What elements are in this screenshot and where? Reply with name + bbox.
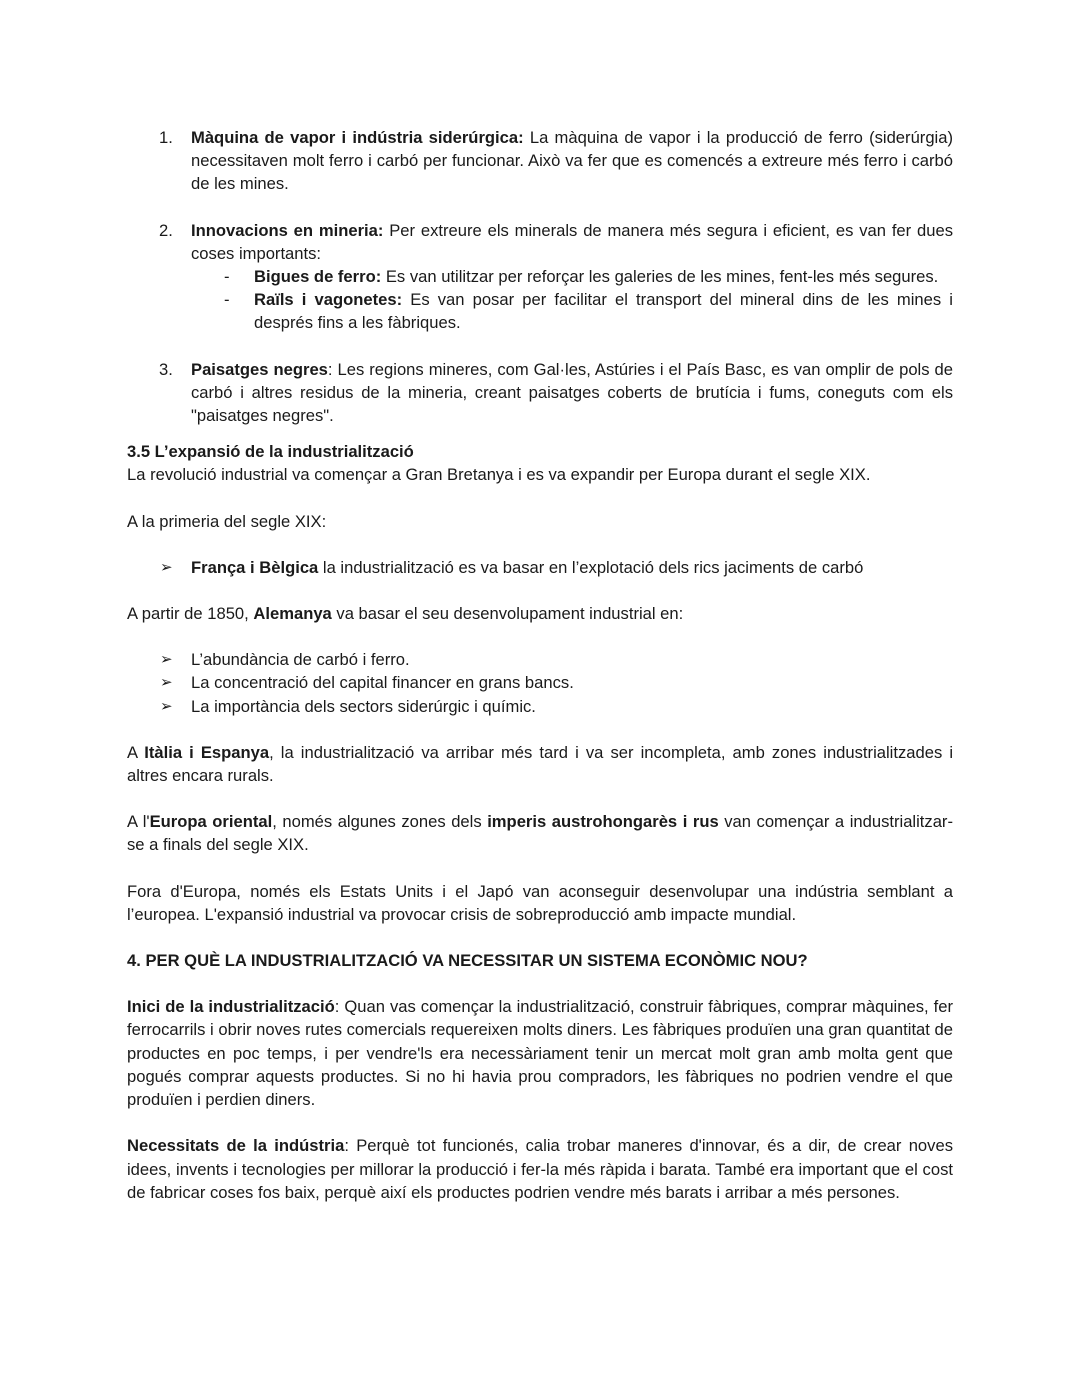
- item-title: Màquina de vapor i indústria siderúrgica:: [191, 128, 524, 147]
- text: va basar el seu desenvolupament industrial en:: [331, 604, 684, 624]
- paragraph-bold: Necessitats de la indústria: [127, 1136, 345, 1156]
- list-number: 2.: [159, 220, 173, 240]
- paragraph-text: : Quan vas començar la industrialització, construir fàbriques, comprar màquines, fer ferrocarrils i obrir noves rutes comercials requereixen molts diners. Les fàbriques produïen una gran quantitat de productes en poc temps, i per vendre'ls era necessàriament tenir un mercat molt gran amb molta gent que pogués comprar aquests productes. Si no hi havia prou compradors, les fàbriques no podrien vendre el que produïen i perdien diners.: [127, 997, 953, 1110]
- early-19th-label: A la primeria del segle XIX:: [127, 511, 327, 531]
- empires-bold: imperis austrohongarès i rus: [487, 812, 719, 832]
- item-text: la industrialització es va basar en l’explotació dels rics jaciments de carbó: [318, 557, 864, 577]
- germany-paragraph: [127, 602, 953, 625]
- section-heading-3-5: 3.5 L’expansió de la industrialització: [127, 442, 414, 462]
- sub-item-text: Es van utilitzar per reforçar les galeries de les mines, fent-les més segures.: [381, 267, 939, 287]
- document-page: [127, 126, 953, 1204]
- dash-bullet: -: [224, 290, 230, 310]
- item-text: La concentració del capital financer en grans bancs.: [191, 673, 574, 693]
- text: , només algunes zones dels: [272, 812, 488, 832]
- sub-list: [127, 265, 953, 335]
- text: van començar a industrialitzar-se a finals del segle XIX.: [127, 812, 953, 855]
- sub-item-title: Raïls i vagonetes:: [254, 290, 403, 310]
- item-title: Innovacions en mineria:: [191, 220, 384, 240]
- eastern-europe-paragraph: [127, 810, 953, 856]
- paragraph-bold: Inici de la industrialització: [127, 997, 335, 1017]
- sub-item-bigues: [127, 265, 953, 288]
- numbered-item-3: [127, 358, 953, 428]
- text: A partir de 1850,: [127, 604, 254, 624]
- arrow-bullet-icon: ➢: [160, 558, 173, 576]
- arrow-item-capital: [127, 671, 953, 694]
- industrialization-start-paragraph: [127, 995, 953, 1111]
- arrow-item-coal-iron: [127, 648, 953, 671]
- list-number: 1.: [159, 128, 173, 147]
- early-list: [127, 556, 953, 579]
- italy-spain-paragraph: [127, 741, 953, 787]
- arrow-item-france-belgium: [127, 556, 953, 579]
- text: A: [127, 742, 145, 762]
- text: A l': [127, 812, 150, 832]
- arrow-item-sectors: [127, 695, 953, 718]
- item-text: Per extreure els minerals de manera més segura i eficient, es van fer dues coses importants:: [191, 220, 954, 263]
- italy-spain-bold: Itàlia i Espanya: [144, 742, 270, 762]
- germany-list: [127, 648, 953, 718]
- industry-needs-paragraph: [127, 1134, 953, 1204]
- eastern-europe-bold: Europa oriental: [149, 812, 273, 832]
- arrow-bullet-icon: ➢: [160, 651, 173, 669]
- paragraph-text: : Perquè tot funcionés, calia trobar maneres d'innovar, és a dir, de crear noves idees, invents i tecnologies per millorar la producció i fer-la més ràpida i barata. També era important que el cost de fabricar coses fos baix, perquè així els productes podrien vendre més barats i arribar a més persones.: [127, 1136, 953, 1202]
- item-text: L’abundància de carbó i ferro.: [191, 650, 410, 670]
- text: , la industrialització va arribar més tard i va ser incompleta, amb zones industrialitzades i altres encara rurals.: [127, 742, 954, 786]
- list-number: 3.: [159, 359, 173, 379]
- outside-europe-paragraph: Fora d'Europa, només els Estats Units i el Japó van aconseguir desenvolupar una indústria semblant a l’europea. L'expansió industrial va provocar crisis de sobreproducció amb impacte mundial.: [127, 881, 953, 924]
- arrow-bullet-icon: ➢: [160, 674, 173, 692]
- sub-item-title: Bigues de ferro:: [254, 267, 382, 287]
- item-text: La importància dels sectors siderúrgic i químic.: [191, 696, 536, 716]
- item-text: La màquina de vapor i la producció de ferro (siderúrgia) necessitaven molt ferro i carbó per funcionar. Això va fer que es comencés a extreure més ferro i carbó de les mines.: [191, 128, 953, 194]
- numbered-item-1: [127, 126, 953, 196]
- section-intro: La revolució industrial va començar a Gran Bretanya i es va expandir per Europa durant el segle XIX.: [127, 465, 871, 485]
- dash-bullet: -: [224, 267, 230, 287]
- germany-bold: Alemanya: [253, 604, 332, 624]
- numbered-item-2: [127, 219, 953, 265]
- sub-item-text: Es van posar per facilitar el transport del mineral dins de les mines i després fins a les fàbriques.: [254, 290, 953, 333]
- section-heading-4: 4. PER QUÈ LA INDUSTRIALITZACIÓ VA NECESSITAR UN SISTEMA ECONÒMIC NOU?: [127, 951, 808, 971]
- item-text: : Les regions mineres, com Gal·les, Astúries i el País Basc, es van omplir de pols de carbó i altres residus de la mineria, creant paisatges coberts de brutícia i fums, coneguts com els "paisatges negres".: [191, 359, 953, 426]
- item-bold: França i Bèlgica: [191, 557, 319, 577]
- arrow-bullet-icon: ➢: [160, 697, 173, 715]
- item-title: Paisatges negres: [191, 359, 328, 379]
- sub-item-rails: [127, 288, 953, 334]
